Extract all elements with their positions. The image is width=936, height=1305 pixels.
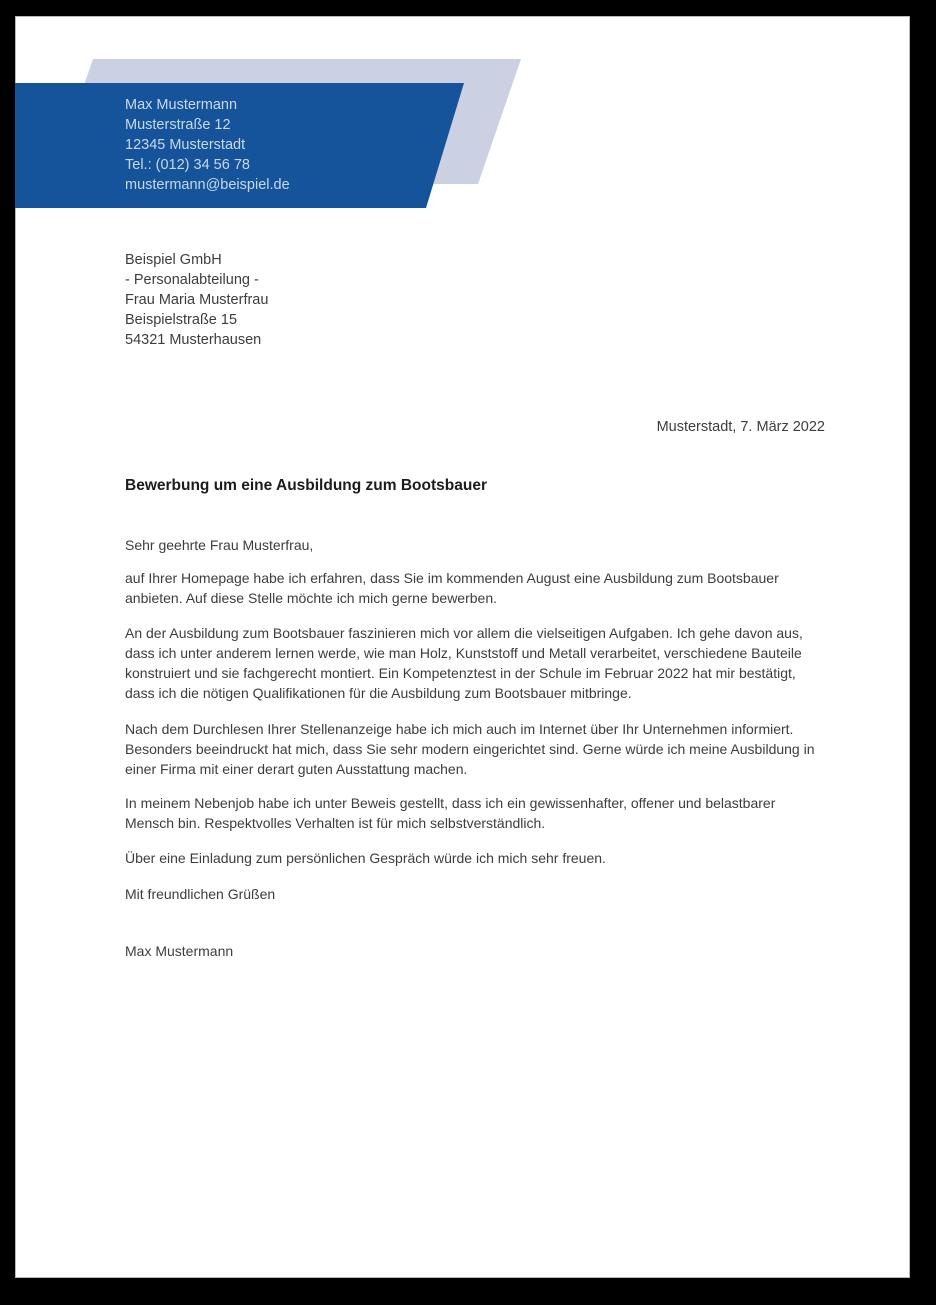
paragraph-3: Nach dem Durchlesen Ihrer Stellenanzeige habe ich mich auch im Internet über Ihr Unternehmen informiert. Besonders beeindruckt hat mich, dass Sie sehr modern eingerichtet sind. Gerne würde ich meine Ausbildung in einer Firma mit einer derart guten Ausstattung machen. xyxy=(125,721,815,777)
recipient-city: 54321 Musterhausen xyxy=(125,332,262,348)
sender-email: mustermann@beispiel.de xyxy=(125,177,290,193)
document-page xyxy=(15,16,910,1278)
paragraph-1: auf Ihrer Homepage habe ich erfahren, dass Sie im kommenden August eine Ausbildung zum Bootsbauer anbieten. Auf diese Stelle möchte ich mich gerne bewerben. xyxy=(125,570,779,606)
paragraph-4: In meinem Nebenjob habe ich unter Beweis gestellt, dass ich ein gewissenhafter, offener und belastbarer Mensch bin. Respektvolles Verhalten ist für mich selbstverständlich. xyxy=(125,795,776,831)
paragraph-2: An der Ausbildung zum Bootsbauer faszinieren mich vor allem die vielseitigen Aufgaben. Ich gehe davon aus, dass ich unter anderem lernen werde, wie man Holz, Kunststoff und Metall verarbeitet, verschiedene Bauteile konstruiert und sie fachgerecht montiert. Ein Kompetenztest in der Schule im Februar 2022 hat mir bestätigt, dass ich die nötigen Qualifikationen für die Ausbildung zum Bootsbauer mitbringe. xyxy=(125,625,803,701)
sender-city: 12345 Musterstadt xyxy=(125,137,246,153)
recipient-contact-person: Frau Maria Musterfrau xyxy=(125,292,269,308)
closing-phrase: Mit freundlichen Grüßen xyxy=(125,886,276,902)
sender-phone: Tel.: (012) 34 56 78 xyxy=(125,157,250,173)
date-line: Musterstadt, 7. März 2022 xyxy=(656,419,825,435)
recipient-company: Beispiel GmbH xyxy=(125,252,222,268)
subject-line: Bewerbung um eine Ausbildung zum Bootsbauer xyxy=(125,477,487,494)
salutation: Sehr geehrte Frau Musterfrau, xyxy=(125,537,314,553)
sender-name: Max Mustermann xyxy=(125,97,238,113)
recipient-street: Beispielstraße 15 xyxy=(125,312,238,328)
sender-address-block xyxy=(125,95,290,195)
signature-name: Max Mustermann xyxy=(125,943,234,959)
sender-street: Musterstraße 12 xyxy=(125,117,231,133)
recipient-address-block xyxy=(125,250,268,350)
recipient-department: - Personalabteilung - xyxy=(125,272,259,288)
paragraph-5: Über eine Einladung zum persönlichen Gespräch würde ich mich sehr freuen. xyxy=(125,850,606,866)
